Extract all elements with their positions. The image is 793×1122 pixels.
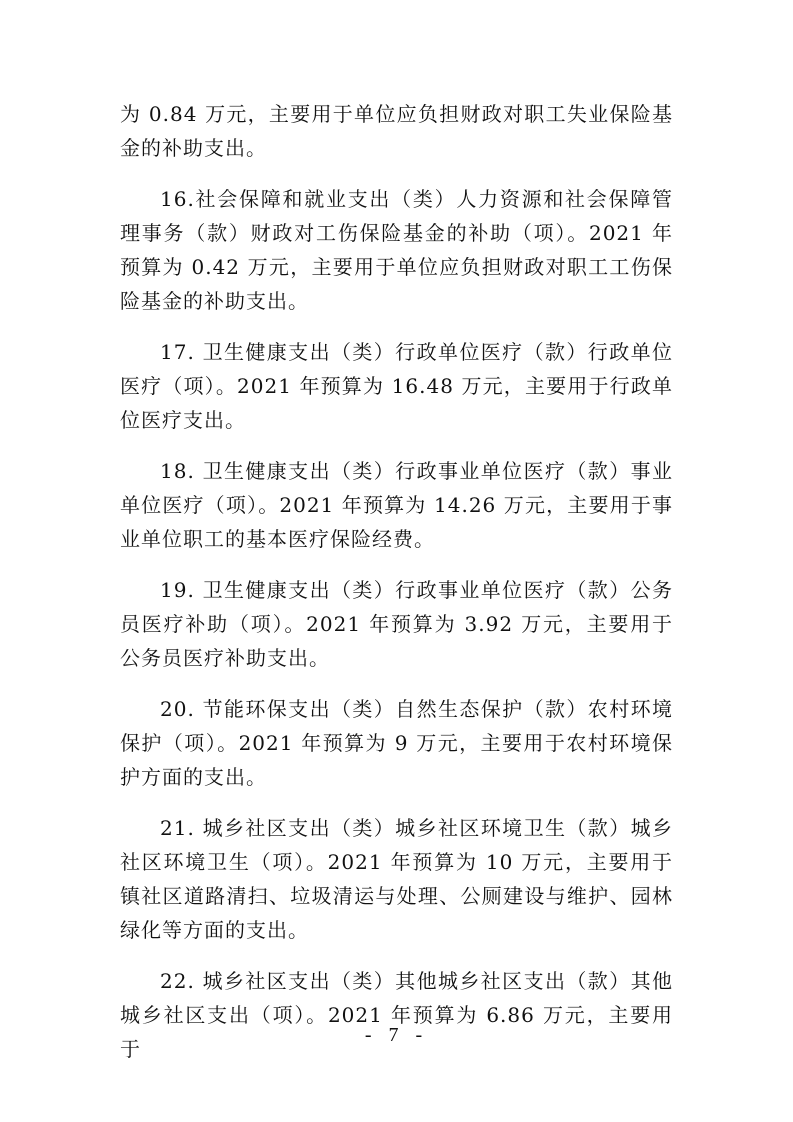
paragraph-item-22: 22. 城乡社区支出（类）其他城乡社区支出（款）其他城乡社区支出（项）。2021 年预算为 6.86 万元，主要用于 (120, 969, 673, 1061)
paragraph-item-16: 16.社会保障和就业支出（类）人力资源和社会保障管理事务（款）财政对工伤保险基金的补助（项）。2021 年预算为 0.42 万元，主要用于单位应负担财政对职工工伤保险基金的补助支出。 (120, 187, 673, 313)
paragraph-item-21: 21. 城乡社区支出（类）城乡社区环境卫生（款）城乡社区环境卫生（项）。2021 年预算为 10 万元，主要用于镇社区道路清扫、垃圾清运与处理、公厕建设与维护、园林绿化等方面的支出。 (120, 816, 673, 942)
paragraph-item-20: 20. 节能环保支出（类）自然生态保护（款）农村环境保护（项）。2021 年预算为 9 万元，主要用于农村环境保护方面的支出。 (120, 697, 673, 789)
paragraph-item-17: 17. 卫生健康支出（类）行政单位医疗（款）行政单位医疗（项）。2021 年预算为 16.48 万元，主要用于行政单位医疗支出。 (120, 340, 673, 432)
page-number: - 7 - (364, 1024, 429, 1046)
paragraph-item-19: 19. 卫生健康支出（类）行政事业单位医疗（款）公务员医疗补助（项）。2021 年预算为 3.92 万元，主要用于公务员医疗补助支出。 (120, 578, 673, 670)
paragraph-continued: 为 0.84 万元，主要用于单位应负担财政对职工失业保险基金的补助支出。 (120, 102, 673, 160)
body-text (120, 97, 673, 1066)
paragraph-item-18: 18. 卫生健康支出（类）行政事业单位医疗（款）事业单位医疗（项）。2021 年预算为 14.26 万元，主要用于事业单位职工的基本医疗保险经费。 (120, 459, 673, 551)
